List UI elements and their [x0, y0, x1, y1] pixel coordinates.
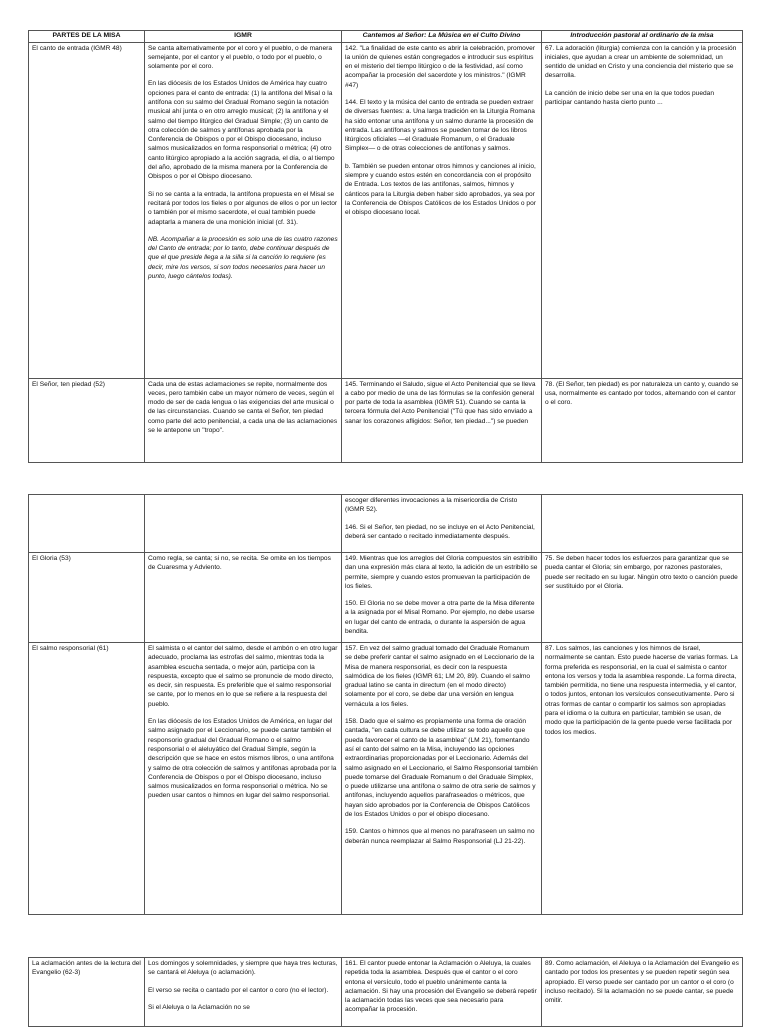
paragraph: 142. "La finalidad de este canto es abrir la celebración, promover la unión de quienes están congregados e introducir sus espíritus en el misterio del tiempo litúrgico o de la festividad, así como acompañar la procesión del sacerdote y los ministros." (IGMR #47): [345, 44, 536, 89]
cell-igmr: [145, 643, 342, 915]
paragraph: Los domingos y solemnidades, y siempre que haya tres lecturas, se cantará el Aleluya (o aclamación).: [148, 960, 338, 977]
cell-part: El salmo responsorial (61): [29, 643, 145, 915]
cell-igmr: [145, 495, 342, 553]
paragraph: La canción de inicio debe ser una en la que todos puedan participar cantando hasta cierto punto ...: [545, 89, 715, 106]
paragraph: Se canta alternativamente por el coro y el pueblo, o de manera semejante, por el cantor y el pueblo, o todo por el pueblo, o solamente por el coro.: [148, 44, 333, 71]
paragraph: 150. El Gloria no se debe mover a otra parte de la Misa diferente a la asignada por el Misal Romano. Por ejemplo, no debe usarse en lugar del canto de entrada, o durante la aspersión de agua bendita.: [345, 600, 535, 636]
cell-cantemos: [342, 958, 542, 1027]
paragraph: 89. Como aclamación, el Aleluya o la Aclamación del Evangelio es cantado por todos los presentes y se pueden repetir según sea apropiado. El verso puede ser cantado por un cantor o el coro (o incluso recitado). Si la aclamación no se puede cantar, se puede omitir.: [545, 960, 739, 1005]
table-row: [29, 42, 743, 378]
paragraph: Como regla, se canta; si no, se recita. Se omite en los tiempos de Cuaresma y Adviento.: [148, 555, 331, 572]
cell-intro: [542, 495, 743, 553]
cell-intro: [542, 643, 743, 915]
paragraph: Si no se canta a la entrada, la antífona propuesta en el Misal se recitará por todos los fieles o por algunos de ellos o por un lector o también por el mismo sacerdote, el cual también puede adaptarla a manera de una monición inicial (cf. 31).: [148, 190, 338, 226]
cell-cantemos: [342, 643, 542, 915]
cell-cantemos: [342, 553, 542, 643]
paragraph: 149. Mientras que los arreglos del Gloria compuestos sin estribillo dan una expresión más clara al texto, la adición de un estribillo se permite, siempre y cuando estos promuevan la participación de los fieles.: [345, 555, 538, 590]
paragraph: 67. La adoración (liturgia) comienza con la canción y la procesión iniciales, que ayudan a crear un ambiente de solemnidad, un sentido de unidad en Cristo y una conciencia del misterio que se desarrolla.: [545, 44, 737, 80]
table-page-2: [28, 494, 743, 915]
table-page-3: [28, 957, 743, 1027]
table-row: [29, 378, 743, 462]
paragraph: 157. En vez del salmo gradual tomado del Graduale Romanum se debe preferir cantar el salmo asignado en el Leccionario de la Misa de manera responsorial, es decir con la respuesta salmódica de los fieles (IGMR 61; LM 20, 89). Cuando el salmo gradual latino se canta in directum (en el modo directo) solamente por el coro, se debe dar una versión en lengua vernácula a los fieles.: [345, 645, 535, 708]
paragraph: 78. (El Señor, ten piedad) es por naturaleza un canto y, cuando se usa, normalmente es cantado por todos, alternando con el cantor o el coro.: [545, 380, 739, 407]
paragraph: 75. Se deben hacer todos los esfuerzos para garantizar que se pueda cantar el Gloria; sin embargo, por razones pastorales, puede ser recitado en su lugar. Ningún otro texto o canción puede ser sustituido por el Gloria.: [545, 555, 738, 590]
cell-igmr: [145, 958, 342, 1027]
paragraph: 158. Dado que el salmo es propiamente una forma de oración cantada, "en cada cultura se debe utilizar se todo aquello que pueda favorecer el canto de la asamblea" (LM 21), fomentando así el canto del salmo en la Misa, incluyendo las opciones extraordinarias proporcionadas por el Leccionario. Además del salmo asignado en el Leccionario, el Salmo Responsorial también puede tomarse del Graduale Romanum o del Graduale Simplex, o puede utilizarse una antífona o salmo de otra serie de salmos y antífonas, incluyendo aquellos parafraseados o métricos, que hayan sido aprobados por la Conferencia de Obispos Católicos de los Estados Unidos o por el obispo diocesano.: [345, 718, 538, 819]
paragraph: NB. Acompañar a la procesión es solo una de las cuatro razones del Canto de entrada; por lo tanto, debe continuar después de que el que preside llega a la silla si la canción lo requiere (es decir, mire los versos, si son todos necesarios para hacer un punto, luego cántelos todas).: [148, 235, 338, 281]
cell-intro: [542, 553, 743, 643]
cell-part: El canto de entrada (IGMR 48): [29, 42, 145, 378]
paragraph: 144. El texto y la música del canto de entrada se pueden extraer de diversas fuentes: a. Una larga tradición en la Liturgia Romana ha sido entonar una antífona y un salmo durante la procesión de entrada. Las antífonas y salmos se pueden tomar de los libros litúrgicos oficiales —el Graduale Romanum, o el Graduale Simplex— o de otras colecciones de antífonas y salmos.: [345, 98, 535, 153]
paragraph: 161. El cantor puede entonar la Aclamación o Aleluya, la cuales repetida toda la asamblea. Después que el cantor o el coro entona el versículo, todo el pueblo unánimente canta la aclamación. Si hay una procesión del Evangelio se deberá repetir la aclamación todas las veces que sea necesario para acompañar la procesión.: [345, 960, 537, 1014]
table-row: [29, 643, 743, 915]
paragraph: 146. Si el Señor, ten piedad, no se incluye en el Acto Penitencial, deberá ser cantado o recitado inmediatamente después.: [345, 523, 535, 540]
paragraph: 159. Cantos o himnos que al menos no parafraseen un salmo no deberán nunca reemplazar al Salmo Responsorial (LJ 21-22).: [345, 828, 535, 845]
paragraph: 87. Los salmos, las canciones y los himnos de Israel, normalmente se cantan. Esto puede hacerse de varias formas. La forma preferida es responsorial, en la cual el salmista o cantor entona los versos y toda la asamblea responde. La forma directa, también permitida, no tiene una respuesta intermedia, y el cantor, o todos juntos, entonan los versículos consecutivamente. Pero si otras formas de cantar o compartir los salmos son apropiadas para el idioma o la cultura en particular, también se usan, de modo que la participación de la gente puede verse facilitada por todos los medios.: [545, 645, 738, 736]
table-row: [29, 553, 743, 643]
table-header-row: [29, 31, 743, 43]
cell-part: [29, 495, 145, 553]
paragraph: 145. Terminando el Saludo, sigue el Acto Penitencial que se lleva a cabo por medio de una de las fórmulas se la confesión general por parte de toda la asamblea (IGMR 51). Cuando se canta la tercera fórmula del Acto Penitencial ("Tú que has sido enviado a sanar los corazones afligidos: Señor, ten piedad...") se pueden: [345, 380, 536, 425]
cell-intro: [542, 378, 743, 462]
header-partes: PARTES DE LA MISA: [29, 31, 145, 43]
cell-part: La aclamación antes de la lectura del Evangelio (62-3): [29, 958, 145, 1027]
cell-intro: [542, 42, 743, 378]
paragraph: El verso se recita o cantado por el cantor o coro (no el lector).: [148, 986, 329, 994]
cell-igmr: [145, 553, 342, 643]
paragraph: El salmista o el cantor del salmo, desde el ambón o en otro lugar adecuado, proclama las estrofas del salmo, mientras toda la asamblea escucha sentada, o mejor aún, participa con la respuesta, excepto que el salmo se pronuncie de modo directo, es decir, sin respuesta. Es preferible que el salmo responsorial se cante, por lo menos en lo que se refiere a la respuesta del pueblo.: [148, 645, 338, 708]
paragraph: En las diócesis de los Estados Unidos de América, en lugar del salmo asignado por el Leccionario, se puede cantar también el responsorio gradual del Gradual Romano o el salmo responsorial o el aleluyático del Gradual Simple, según la descripción que se hace en estos mismos libros, o una antífona y salmo de otra colección de salmos y antífonas aprobada por la Conferencia de Obispos o por el Obispo diocesano, incluso salmos musicalizados en forma responsorial o métrica. No se pueden usar cantos o himnos en lugar del salmo responsorial.: [148, 718, 337, 800]
table-row: [29, 958, 743, 1027]
cell-intro: [542, 958, 743, 1027]
header-cantemos: Cantemos al Señor: La Música en el Culto Divino: [342, 31, 542, 43]
cell-igmr: [145, 42, 342, 378]
header-igmr: IGMR: [145, 31, 342, 43]
paragraph: escoger diferentes invocaciones a la misericordia de Cristo (IGMR 52).: [345, 497, 518, 514]
cell-igmr: [145, 378, 342, 462]
cell-cantemos: [342, 495, 542, 553]
cell-part: El Gloria (53): [29, 553, 145, 643]
table-page-1: [28, 30, 743, 463]
paragraph: Cada una de estas aclamaciones se repite, normalmente dos veces, pero también cabe un mayor número de veces, según el modo de ser de cada lengua o las exigencias del arte musical o de las circunstancias. Cuando se canta el Señor, ten piedad como parte del acto penitencial, a cada una de las aclamaciones se le antepone un "tropo".: [148, 380, 338, 434]
header-introduccion: Introducción pastoral al ordinario de la misa: [542, 31, 743, 43]
paragraph: b. También se pueden entonar otros himnos y canciones al inicio, siempre y cuando estos estén en concordancia con el propósito de Entrada. Los textos de las antífonas, salmos, himnos y cánticos para la Liturgia deben haber sido aprobados, ya sea por la Conferencia de Obispos Católicos de los Estados Unidos o por el obispo diocesano local.: [345, 162, 536, 217]
paragraph: En las diócesis de los Estados Unidos de América hay cuatro opciones para el canto de entrada: (1) la antífona del Misal o la antífona con su salmo del Gradual Romano según la notación musical ahí junta o en otro arreglo musical; (2) la antífona y el salmo del tiempo litúrgico del Gradual Simple; (3) un canto de otra colección de salmos y antífonas aprobada por la Conferencia de Obispos o por el Obispo diocesano, incluso salmos musicalizados en forma responsorial o métrica; (4) otro canto litúrgico apropiado a la acción sagrada, el día, o al tiempo del año, aprobado de la misma manera por la Conferencia de Obispos o por el Obispo diocesano.: [148, 80, 335, 181]
cell-cantemos: [342, 378, 542, 462]
cell-cantemos: [342, 42, 542, 378]
table-row: [29, 495, 743, 553]
cell-part: El Señor, ten piedad (52): [29, 378, 145, 462]
paragraph: Si el Aleluya o la Aclamación no se: [148, 1003, 250, 1011]
